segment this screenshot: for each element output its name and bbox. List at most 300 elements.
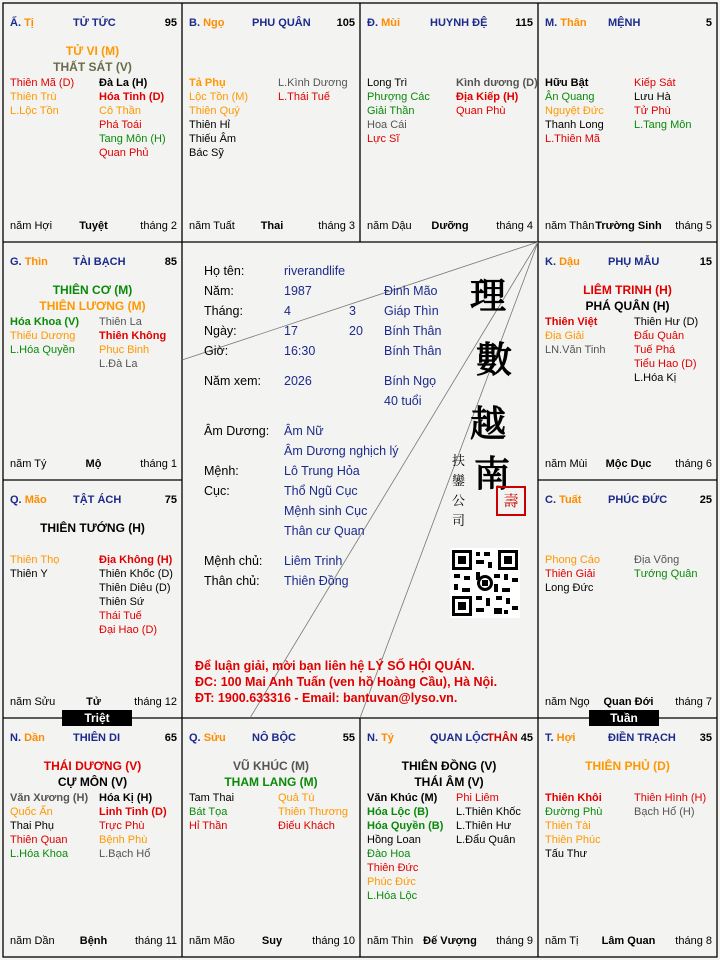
minor-star: Địa Kiếp (H) xyxy=(456,91,519,103)
minor-star: L.Hóa Quyền xyxy=(10,344,75,356)
minor-star: Hỉ Thần xyxy=(189,820,228,832)
minor-star: Lộc Tồn (M) xyxy=(189,91,249,103)
minor-star: Phá Toái xyxy=(99,119,142,131)
brand-char-3: 越 xyxy=(470,403,507,445)
minor-star: Thiên Diêu (D) xyxy=(99,582,171,594)
palace-cell-ti[interactable] xyxy=(360,718,538,957)
minor-star: Hồng Loan xyxy=(367,834,421,846)
palace-footer xyxy=(10,935,177,949)
month-lunar: 3 xyxy=(349,304,356,318)
main-star: LIÊM TRINH (H) xyxy=(583,283,672,297)
minor-star: Long Đức xyxy=(545,582,594,594)
minor-star: Hóa Quyền (B) xyxy=(367,820,444,832)
minor-stars-right xyxy=(456,791,544,847)
seal-stamp: 壽 xyxy=(496,486,526,516)
palace-branch: Dần xyxy=(24,732,45,744)
palace-cell-mui[interactable] xyxy=(360,3,538,242)
minor-stars-right xyxy=(634,553,720,581)
main-star: THÁI ÂM (V) xyxy=(414,775,484,789)
minor-star: Hữu Bật xyxy=(545,77,589,89)
main-stars xyxy=(538,282,717,314)
palace-branch: Thân xyxy=(560,17,587,29)
palace-footer xyxy=(367,220,533,234)
palace-month: tháng 11 xyxy=(134,935,177,947)
palace-branch: Ngọ xyxy=(203,17,225,29)
minor-star: Quốc Ấn xyxy=(10,806,53,818)
minor-star: Thiên Đức xyxy=(367,862,419,874)
cuc-note-1: Mệnh sinh Cục xyxy=(284,504,368,518)
palace-branch: Tý xyxy=(381,732,394,744)
palace-life-stage: Dưỡng xyxy=(431,220,469,232)
brand-char-2: 數 xyxy=(476,339,513,381)
palace-header xyxy=(545,17,712,31)
palace-header xyxy=(10,17,177,31)
palace-age-number: 5 xyxy=(705,17,712,29)
palace-header xyxy=(189,17,355,31)
minor-star: Địa Võng xyxy=(634,554,680,566)
palace-stem: G. xyxy=(10,256,22,268)
minor-star: Thiên Hình (H) xyxy=(634,792,707,804)
minor-stars-left xyxy=(545,76,633,146)
minor-star: Cô Thần xyxy=(99,105,141,117)
palace-name: THIÊN DI xyxy=(73,732,121,744)
minor-star: Linh Tinh (D) xyxy=(99,806,167,818)
palace-stem: B. xyxy=(189,17,200,29)
minor-star: Thiên Khốc (D) xyxy=(99,568,173,580)
main-star: PHÁ QUÂN (H) xyxy=(585,299,670,313)
palace-branch: Tị xyxy=(24,17,34,29)
minor-star: Thái Tuế xyxy=(99,610,142,622)
palace-footer xyxy=(10,458,177,472)
palace-stem: Q. xyxy=(189,732,201,744)
minor-star: Giải Thần xyxy=(367,105,415,117)
palace-header xyxy=(545,732,712,746)
minor-star: Bạch Hổ (H) xyxy=(634,806,695,818)
main-stars xyxy=(3,520,182,536)
minor-star: Thiên Trù xyxy=(10,91,57,103)
year-label: Năm: xyxy=(204,284,234,298)
palace-cell-mao[interactable] xyxy=(3,480,182,718)
palace-footer xyxy=(367,935,533,949)
palace-life-stage: Suy xyxy=(261,935,283,947)
minor-star: Kiếp Sát xyxy=(634,77,676,89)
minor-star: L.Đẩu Quân xyxy=(456,834,516,846)
minor-star: L.Thiên Khốc xyxy=(456,806,521,818)
palace-position xyxy=(10,494,47,506)
minor-star: Thiếu Dương xyxy=(10,330,76,342)
minor-star: Trực Phù xyxy=(99,820,145,832)
brand-sub-2: 鑾 xyxy=(452,474,466,489)
palace-month: tháng 1 xyxy=(140,458,177,470)
minor-star: Tam Thai xyxy=(189,792,235,804)
palace-cell-hoi[interactable] xyxy=(538,718,717,957)
minor-star: Thiên Không xyxy=(99,330,167,342)
minor-star: Phi Liêm xyxy=(456,792,499,804)
palace-cell-dan[interactable] xyxy=(3,718,182,957)
minor-stars-left xyxy=(545,315,633,357)
brand-char-1: 理 xyxy=(470,275,507,317)
minor-star: Thiên Sứ xyxy=(99,596,145,608)
minor-star: Thiên La xyxy=(99,316,142,328)
palace-position xyxy=(545,494,581,506)
minor-star: Kình dương (D) xyxy=(456,77,538,89)
brand-sub-1: 扶 xyxy=(452,454,466,469)
minor-stars-left xyxy=(189,791,277,833)
palace-year: năm Mùi xyxy=(545,458,588,470)
minor-stars-right xyxy=(278,791,366,833)
palace-age-number: 75 xyxy=(164,494,177,506)
palace-branch: Mùi xyxy=(381,17,401,29)
palace-footer xyxy=(189,935,355,949)
hour-canchi: Bính Thân xyxy=(384,344,442,358)
palace-cell-ty[interactable] xyxy=(3,3,182,242)
palace-month: tháng 8 xyxy=(675,935,712,947)
minor-star: Đà La (H) xyxy=(99,77,148,89)
palace-position xyxy=(545,17,587,29)
minor-star: Ân Quang xyxy=(545,91,595,103)
palace-footer xyxy=(545,935,712,949)
palace-branch: Dậu xyxy=(559,256,580,268)
minor-star: Tang Môn (H) xyxy=(99,133,166,145)
minor-star: Thiên Thương xyxy=(278,806,349,818)
main-star: THẤT SÁT (V) xyxy=(53,60,132,74)
minor-star: Lưu Hà xyxy=(634,91,671,103)
contact-line-1: Để luận giải, mời bạn liên hệ LÝ SỐ HỘI QUÁN. xyxy=(195,659,475,673)
minor-star: Hoa Cái xyxy=(367,119,407,131)
minor-stars-left xyxy=(10,315,98,357)
tuan-badge: Tuần xyxy=(589,710,659,726)
year-value: 1987 xyxy=(284,284,312,298)
minor-star: Thiên Việt xyxy=(545,316,598,328)
minor-star: Đẩu Quân xyxy=(634,330,685,342)
minor-star: Phượng Các xyxy=(367,91,430,103)
minor-stars-left xyxy=(10,553,98,581)
minor-star: Địa Không (H) xyxy=(99,554,173,566)
main-stars xyxy=(3,758,182,790)
palace-month: tháng 5 xyxy=(675,220,712,232)
main-star: THIÊN PHỦ (D) xyxy=(585,759,670,773)
main-star: THIÊN ĐỒNG (V) xyxy=(401,759,497,773)
menh-chu-value: Liêm Trinh xyxy=(284,554,343,568)
palace-age-number: 105 xyxy=(336,17,355,29)
minor-star: Thanh Long xyxy=(545,119,604,131)
palace-life-stage: Trường Sinh xyxy=(595,220,662,232)
palace-header xyxy=(10,732,177,746)
minor-star: Thiên Tài xyxy=(545,820,591,832)
minor-star: Tiểu Hao (D) xyxy=(634,358,697,370)
name-label: Họ tên: xyxy=(204,264,245,278)
palace-stem: C. xyxy=(545,494,556,506)
amduong-note: Âm Dương nghịch lý xyxy=(284,444,399,458)
palace-header xyxy=(10,256,177,270)
palace-position xyxy=(545,732,575,744)
minor-star: Thiên Phúc xyxy=(545,834,601,846)
minor-stars-left xyxy=(545,791,633,861)
palace-age-number: 85 xyxy=(164,256,177,268)
palace-age-number: 65 xyxy=(164,732,177,744)
minor-star: L.Thiên Mã xyxy=(545,133,601,145)
minor-star: Thiên Mã (D) xyxy=(10,77,75,89)
palace-name: QUAN LỘC xyxy=(430,732,489,744)
minor-star: Tấu Thư xyxy=(545,848,588,860)
palace-name: TẬT ÁCH xyxy=(73,494,122,506)
palace-name: ĐIỀN TRẠCH xyxy=(608,732,676,744)
minor-star: Thiên Giải xyxy=(545,568,596,580)
main-stars xyxy=(3,43,182,75)
palace-position xyxy=(10,17,34,29)
palace-year: năm Tuất xyxy=(189,220,235,232)
qr-code-icon[interactable] xyxy=(450,548,520,618)
main-stars xyxy=(538,758,717,774)
palace-year: năm Sửu xyxy=(10,696,56,708)
minor-stars-left xyxy=(545,553,633,595)
palace-life-stage: Đế Vượng xyxy=(423,935,477,947)
palace-branch: Hợi xyxy=(556,732,576,744)
minor-star: L.Hóa Kị xyxy=(634,372,677,384)
cuc-label: Cục: xyxy=(204,484,230,498)
minor-star: Quan Phù xyxy=(456,105,506,117)
palace-header xyxy=(367,732,533,746)
palace-age-number: 15 xyxy=(699,256,712,268)
palace-branch: Tuất xyxy=(559,494,582,506)
palace-cell-dau[interactable] xyxy=(538,242,717,480)
brand-sub-3: 公 xyxy=(452,494,466,509)
view-year-label: Năm xem: xyxy=(204,374,261,388)
minor-star: L.Hóa Khoa xyxy=(10,848,69,860)
minor-star: L.Thái Tuế xyxy=(278,91,330,103)
brand-sub-4: 司 xyxy=(452,514,466,529)
day-label: Ngày: xyxy=(204,324,237,338)
palace-footer xyxy=(189,220,355,234)
palace-stem: K. xyxy=(545,256,556,268)
palace-year: năm Dậu xyxy=(367,220,412,232)
minor-star: Đại Hao (D) xyxy=(99,624,158,636)
minor-star: Hóa Lộc (B) xyxy=(367,806,429,818)
amduong-value: Âm Nữ xyxy=(284,424,324,438)
minor-star: Tử Phù xyxy=(634,105,671,117)
palace-month: tháng 4 xyxy=(496,220,533,232)
palace-position xyxy=(367,17,400,29)
minor-star: Bác Sỹ xyxy=(189,147,224,159)
month-solar: 4 xyxy=(284,304,291,318)
palace-footer xyxy=(10,220,177,234)
name-value: riverandlife xyxy=(284,264,346,278)
minor-star: Bệnh Phù xyxy=(99,834,148,846)
minor-star: Thiên Khôi xyxy=(545,792,602,804)
palace-name: PHÚC ĐỨC xyxy=(608,494,668,506)
minor-stars-right xyxy=(634,315,720,385)
palace-cell-thin[interactable] xyxy=(3,242,182,480)
palace-header xyxy=(10,494,177,508)
minor-star: Nguyệt Đức xyxy=(545,105,604,117)
minor-star: L.Kình Dương xyxy=(278,77,348,89)
month-canchi: Giáp Thìn xyxy=(384,304,439,318)
palace-name: PHU QUÂN xyxy=(252,17,311,29)
minor-star: L.Tang Môn xyxy=(634,119,692,131)
palace-branch: Sửu xyxy=(203,732,226,744)
palace-month: tháng 7 xyxy=(675,696,712,708)
palace-header xyxy=(367,17,533,31)
palace-month: tháng 9 xyxy=(496,935,533,947)
brand-char-4: 南 xyxy=(474,453,511,495)
view-year-value: 2026 xyxy=(284,374,312,388)
palace-name: HUYNH ĐỆ xyxy=(430,17,488,29)
palace-stem: T. xyxy=(545,732,554,744)
main-star: THÁI DƯƠNG (V) xyxy=(43,759,142,773)
minor-star: Phục Binh xyxy=(99,344,150,356)
minor-star: Thai Phụ xyxy=(10,820,55,832)
minor-star: Quả Tú xyxy=(278,792,315,804)
minor-stars-left xyxy=(10,76,98,118)
palace-year: năm Mão xyxy=(189,935,235,947)
palace-footer xyxy=(545,220,712,234)
palace-age-number: 55 xyxy=(342,732,355,744)
minor-stars-left xyxy=(10,791,98,861)
hour-value: 16:30 xyxy=(284,344,316,358)
triet-badge: Triệt xyxy=(62,710,132,726)
minor-star: Tuế Phá xyxy=(634,344,676,356)
minor-stars-left xyxy=(367,76,455,146)
palace-age-number: 45 xyxy=(520,732,533,744)
palace-year: năm Ngọ xyxy=(545,696,590,708)
palace-name: TÀI BẠCH xyxy=(73,256,126,268)
minor-star: L.Thiên Hư xyxy=(456,820,512,832)
palace-name: NÔ BỘC xyxy=(252,732,296,744)
than-marker: THÂN xyxy=(487,732,518,744)
palace-cell-tuat[interactable] xyxy=(538,480,717,718)
palace-year: năm Tý xyxy=(10,458,47,470)
minor-star: Tả Phụ xyxy=(189,77,226,89)
palace-age-number: 95 xyxy=(164,17,177,29)
palace-life-stage: Tuyệt xyxy=(79,220,108,232)
palace-cell-suu[interactable] xyxy=(182,718,360,957)
palace-stem: M. xyxy=(545,17,558,29)
minor-star: L.Hóa Lộc xyxy=(367,890,418,902)
minor-star: Đào Hoa xyxy=(367,848,411,860)
minor-star: Thiếu Âm xyxy=(189,133,237,145)
palace-stem: N. xyxy=(10,732,21,744)
minor-stars-right xyxy=(99,791,187,861)
palace-age-number: 25 xyxy=(699,494,712,506)
minor-star: LN.Văn Tinh xyxy=(545,344,606,356)
contact-line-2: ĐC: 100 Mai Anh Tuấn (ven hồ Hoàng Cầu), Hà Nội. xyxy=(195,675,498,689)
palace-age-number: 35 xyxy=(699,732,712,744)
minor-stars-right xyxy=(456,76,544,118)
palace-year: năm Thân xyxy=(545,220,595,232)
day-canchi: Bính Thân xyxy=(384,324,442,338)
palace-cell-than_c[interactable] xyxy=(538,3,717,242)
palace-year: năm Thìn xyxy=(367,935,414,947)
day-solar: 17 xyxy=(284,324,298,338)
palace-life-stage: Mộ xyxy=(85,458,102,470)
year-canchi: Đinh Mão xyxy=(384,284,438,298)
palace-month: tháng 12 xyxy=(134,696,177,708)
minor-star: Hóa Khoa (V) xyxy=(10,316,80,328)
palace-life-stage: Tử xyxy=(86,696,101,708)
palace-month: tháng 2 xyxy=(140,220,177,232)
main-star: THIÊN TƯỚNG (H) xyxy=(40,521,145,535)
day-lunar: 20 xyxy=(349,324,363,338)
minor-star: Hóa Tinh (D) xyxy=(99,91,165,103)
view-year-canchi: Bính Ngọ xyxy=(384,374,437,388)
palace-position xyxy=(189,17,224,29)
main-star: TỬ VI (M) xyxy=(65,44,120,58)
palace-life-stage: Thai xyxy=(260,220,284,232)
palace-stem: Q. xyxy=(10,494,22,506)
main-star: CỰ MÔN (V) xyxy=(57,775,128,789)
palace-position xyxy=(545,256,580,268)
palace-age-number: 115 xyxy=(515,17,533,29)
main-star: VŨ KHÚC (M) xyxy=(233,759,309,773)
palace-month: tháng 6 xyxy=(675,458,712,470)
minor-star: Đường Phù xyxy=(545,806,603,818)
minor-star: Bát Tọa xyxy=(189,806,228,818)
hour-label: Giờ: xyxy=(204,344,229,358)
palace-year: năm Tị xyxy=(545,935,579,947)
cuc-note-2: Thân cư Quan xyxy=(284,524,365,538)
main-stars xyxy=(360,758,538,790)
main-star: THAM LANG (M) xyxy=(224,775,318,789)
menh-value: Lô Trung Hỏa xyxy=(284,464,360,478)
minor-stars-right xyxy=(99,315,187,371)
minor-stars-right xyxy=(99,76,187,160)
minor-stars-right xyxy=(278,76,366,104)
palace-stem: Đ. xyxy=(367,17,378,29)
minor-star: Thiên Y xyxy=(10,568,48,580)
palace-life-stage: Quan Đới xyxy=(603,696,654,708)
palace-stem: N. xyxy=(367,732,378,744)
main-stars xyxy=(3,282,182,314)
month-label: Tháng: xyxy=(204,304,243,318)
palace-name: TỬ TỨC xyxy=(73,17,116,29)
menh-label: Mệnh: xyxy=(204,464,239,478)
minor-star: Thiên Thọ xyxy=(10,554,60,566)
palace-branch: Thìn xyxy=(24,256,48,268)
palace-footer xyxy=(10,696,177,710)
palace-footer xyxy=(545,458,712,472)
palace-header xyxy=(189,732,355,746)
palace-position xyxy=(10,732,45,744)
main-star: THIÊN LƯƠNG (M) xyxy=(39,299,146,313)
palace-footer xyxy=(545,696,712,710)
minor-star: L.Bạch Hổ xyxy=(99,848,151,860)
palace-name: PHỤ MẪU xyxy=(608,256,660,268)
palace-cell-ngo[interactable] xyxy=(182,3,360,242)
minor-star: Văn Khúc (M) xyxy=(367,792,438,804)
minor-star: L.Lộc Tồn xyxy=(10,105,59,117)
minor-stars-left xyxy=(189,76,277,160)
contact-line-3: ĐT: 1900.633316 - Email: bantuvan@lyso.vn. xyxy=(195,691,458,705)
minor-star: Thiên Hư (D) xyxy=(634,316,699,328)
minor-star: Địa Giải xyxy=(545,330,585,342)
minor-star: Thiên Quan xyxy=(10,834,68,846)
palace-life-stage: Mộc Dục xyxy=(605,458,652,470)
minor-star: Hóa Kị (H) xyxy=(99,792,153,804)
minor-star: Tướng Quân xyxy=(634,568,698,580)
palace-name: MỆNH xyxy=(608,17,641,29)
main-star: THIÊN CƠ (M) xyxy=(52,283,133,297)
minor-star: Phong Cáo xyxy=(545,554,601,566)
minor-star: Quan Phủ xyxy=(99,147,149,159)
minor-stars-left xyxy=(367,791,455,903)
palace-month: tháng 3 xyxy=(318,220,355,232)
minor-star: L.Đà La xyxy=(99,358,138,370)
palace-month: tháng 10 xyxy=(312,935,355,947)
minor-stars-right xyxy=(99,553,187,637)
minor-star: Thiên Hỉ xyxy=(189,119,230,131)
palace-position xyxy=(189,732,226,744)
minor-star: Long Trì xyxy=(367,77,408,89)
